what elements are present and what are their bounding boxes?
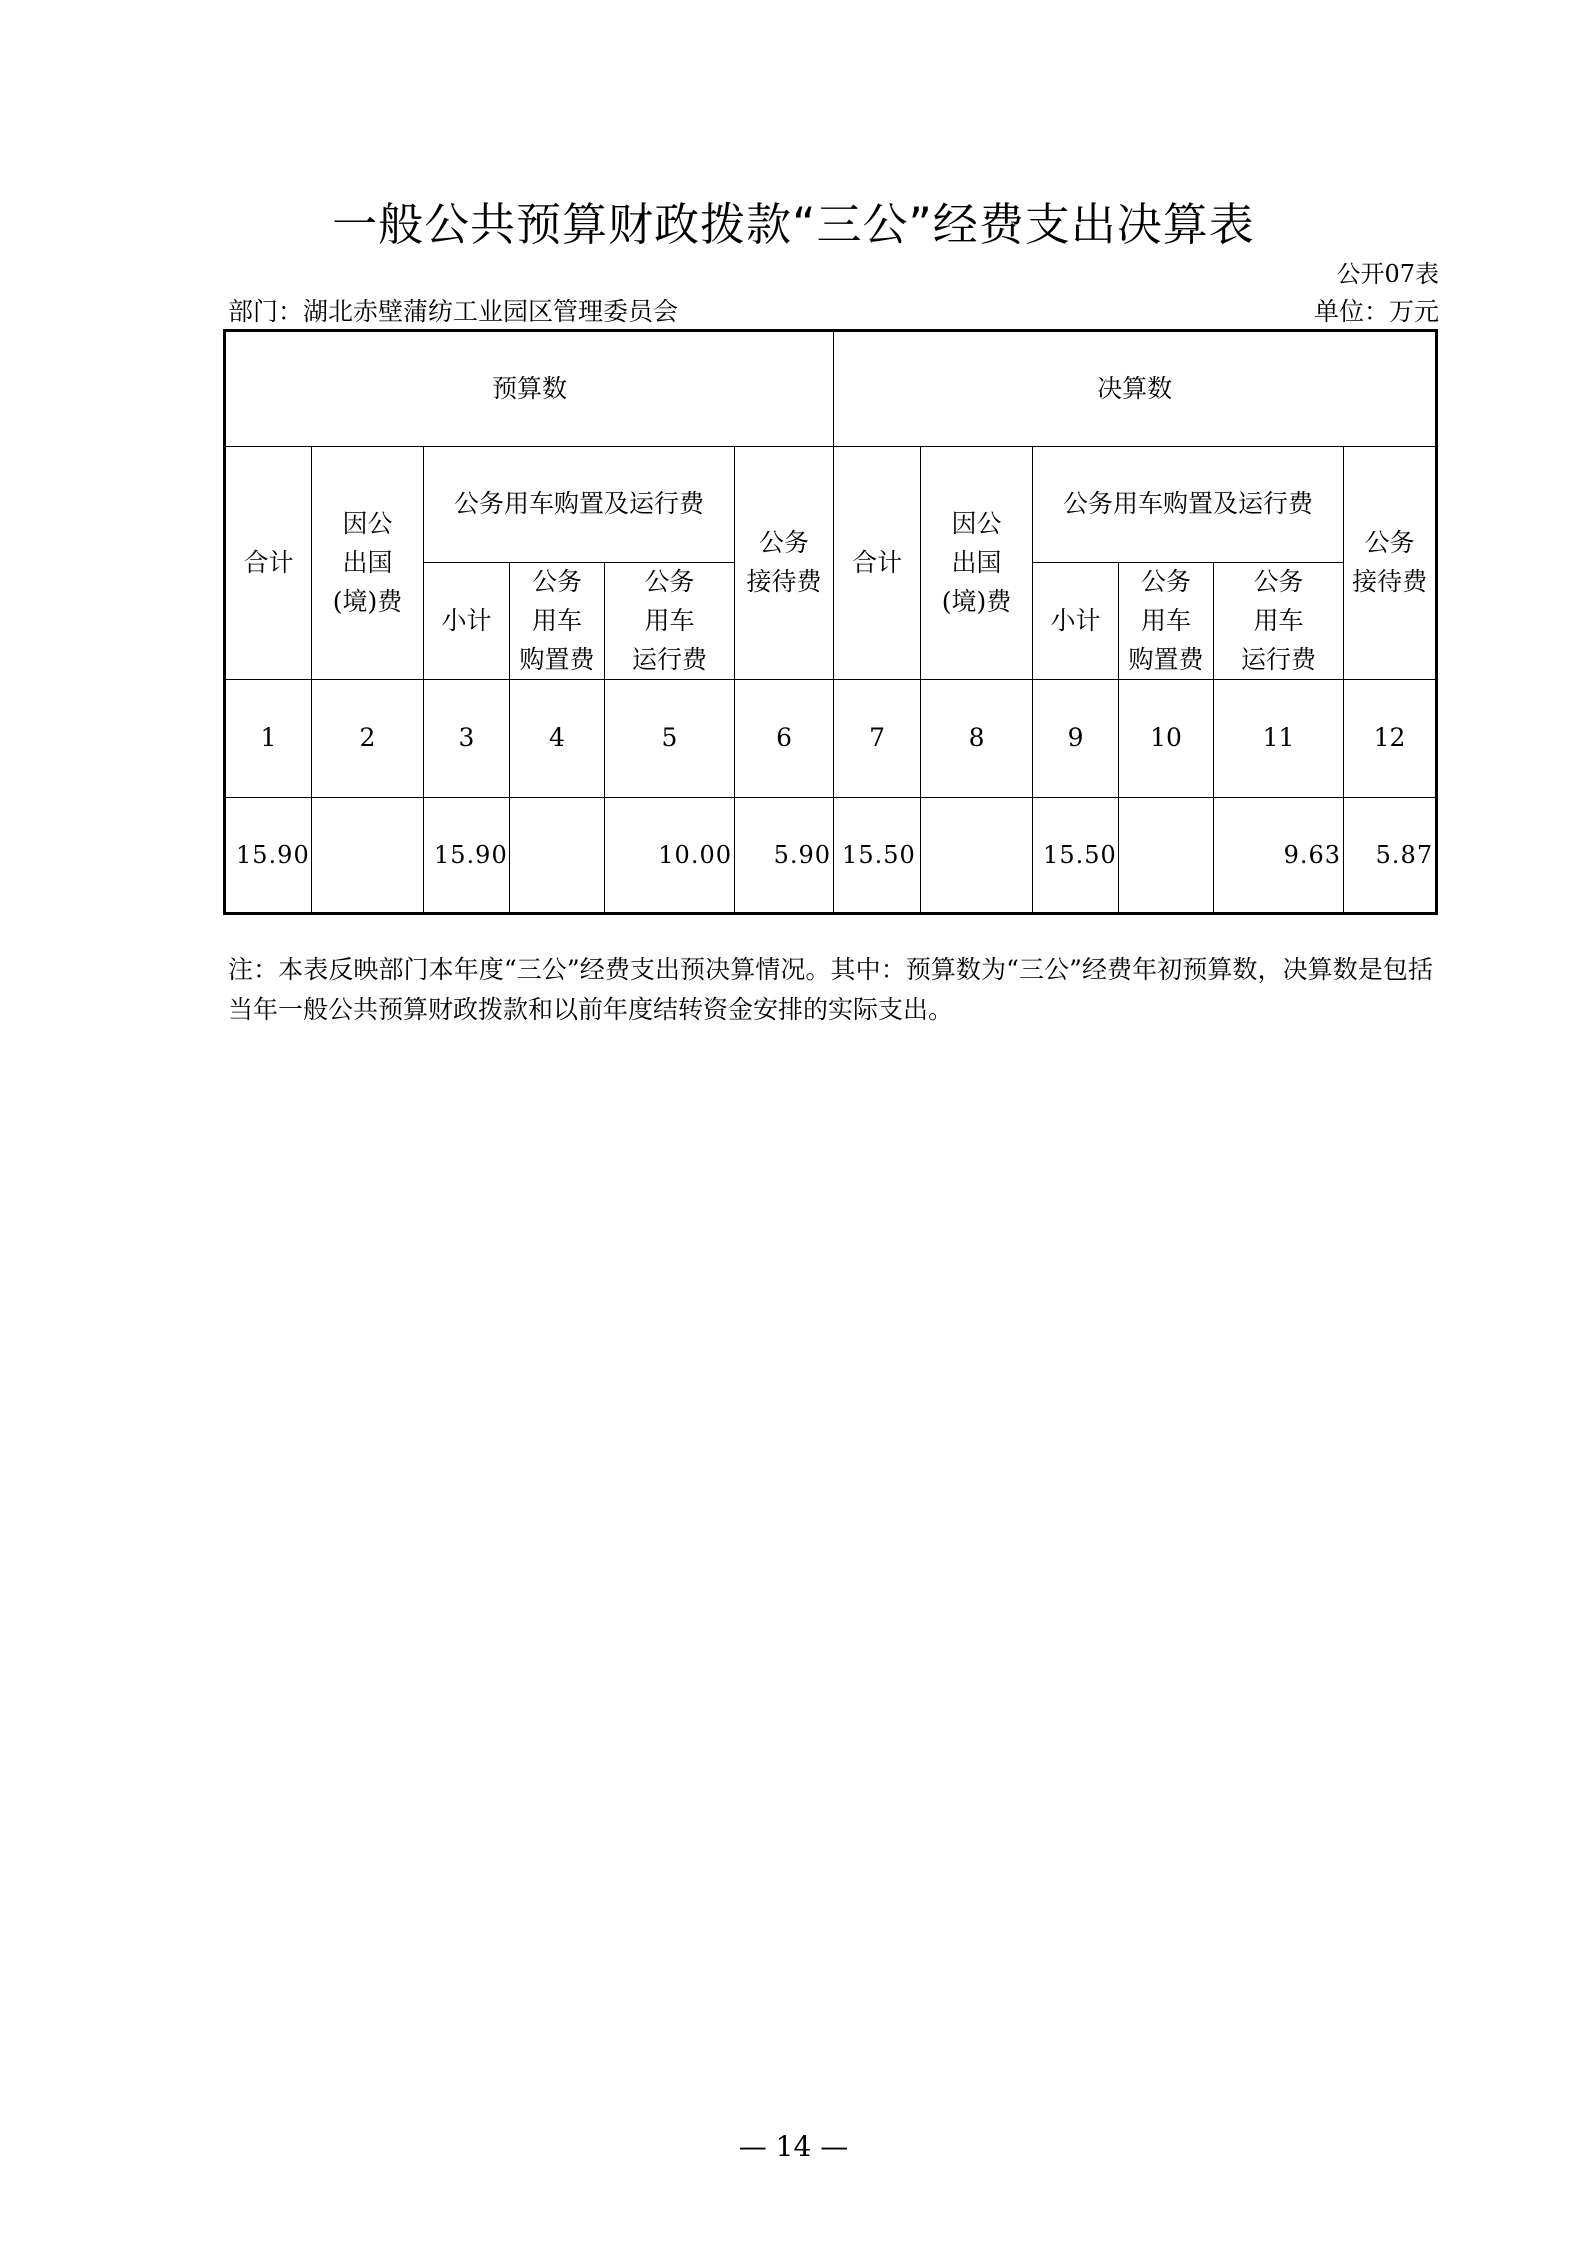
budget-total-value: 15.90 xyxy=(225,798,312,914)
column-number-row xyxy=(225,680,1437,798)
budget-subtotal-header: 小计 xyxy=(424,563,510,680)
column-number: 10 xyxy=(1119,680,1214,798)
budget-total-header: 合计 xyxy=(225,447,312,680)
column-number: 11 xyxy=(1214,680,1344,798)
budget-vehicle-purchase-header: 公务 用车 购置费 xyxy=(510,563,605,680)
budget-overseas-header: 因公 出国 (境)费 xyxy=(312,447,424,680)
column-number: 12 xyxy=(1344,680,1437,798)
final-group-header: 决算数 xyxy=(834,331,1437,447)
budget-vehicle-purchase-value xyxy=(510,798,605,914)
unit-label: 单位：万元 xyxy=(1313,297,1439,326)
budget-reception-header: 公务 接待费 xyxy=(735,447,834,680)
page-number: — 14 — xyxy=(738,2130,849,2163)
final-subtotal-header: 小计 xyxy=(1033,563,1119,680)
column-number: 5 xyxy=(605,680,735,798)
column-number: 8 xyxy=(921,680,1033,798)
final-overseas-header: 因公 出国 (境)费 xyxy=(921,447,1033,680)
column-number: 2 xyxy=(312,680,424,798)
final-vehicle-group-header: 公务用车购置及运行费 xyxy=(1033,447,1344,563)
table-row xyxy=(225,798,1437,914)
page-title: 一般公共预算财政拨款“三公”经费支出决算表 xyxy=(332,198,1255,251)
budget-subtotal-value: 15.90 xyxy=(424,798,510,914)
budget-overseas-value xyxy=(312,798,424,914)
three-public-expenses-table xyxy=(223,329,1438,915)
department-label: 部门：湖北赤壁蒲纺工业园区管理委员会 xyxy=(228,297,679,326)
final-reception-header: 公务 接待费 xyxy=(1344,447,1437,680)
budget-reception-value: 5.90 xyxy=(735,798,834,914)
group-header-row xyxy=(225,331,1437,447)
final-total-header: 合计 xyxy=(834,447,921,680)
final-overseas-value xyxy=(921,798,1033,914)
budget-group-header: 预算数 xyxy=(225,331,834,447)
column-number: 3 xyxy=(424,680,510,798)
header-row-1 xyxy=(225,447,1437,563)
column-number: 1 xyxy=(225,680,312,798)
final-subtotal-value: 15.50 xyxy=(1033,798,1119,914)
final-vehicle-purchase-value xyxy=(1119,798,1214,914)
budget-vehicle-group-header: 公务用车购置及运行费 xyxy=(424,447,735,563)
final-vehicle-operation-header: 公务 用车 运行费 xyxy=(1214,563,1344,680)
final-vehicle-purchase-header: 公务 用车 购置费 xyxy=(1119,563,1214,680)
column-number: 6 xyxy=(735,680,834,798)
budget-vehicle-operation-header: 公务 用车 运行费 xyxy=(605,563,735,680)
column-number: 9 xyxy=(1033,680,1119,798)
form-code: 公开07表 xyxy=(1336,260,1439,288)
budget-vehicle-operation-value: 10.00 xyxy=(605,798,735,914)
final-reception-value: 5.87 xyxy=(1344,798,1437,914)
column-number: 7 xyxy=(834,680,921,798)
final-vehicle-operation-value: 9.63 xyxy=(1214,798,1344,914)
footnote: 注：本表反映部门本年度“三公”经费支出预决算情况。其中：预算数为“三公”经费年初预算数，决算数是包括当年一般公共预算财政拨款和以前年度结转资金安排的实际支出。 xyxy=(228,955,1433,1024)
final-total-value: 15.50 xyxy=(834,798,921,914)
column-number: 4 xyxy=(510,680,605,798)
